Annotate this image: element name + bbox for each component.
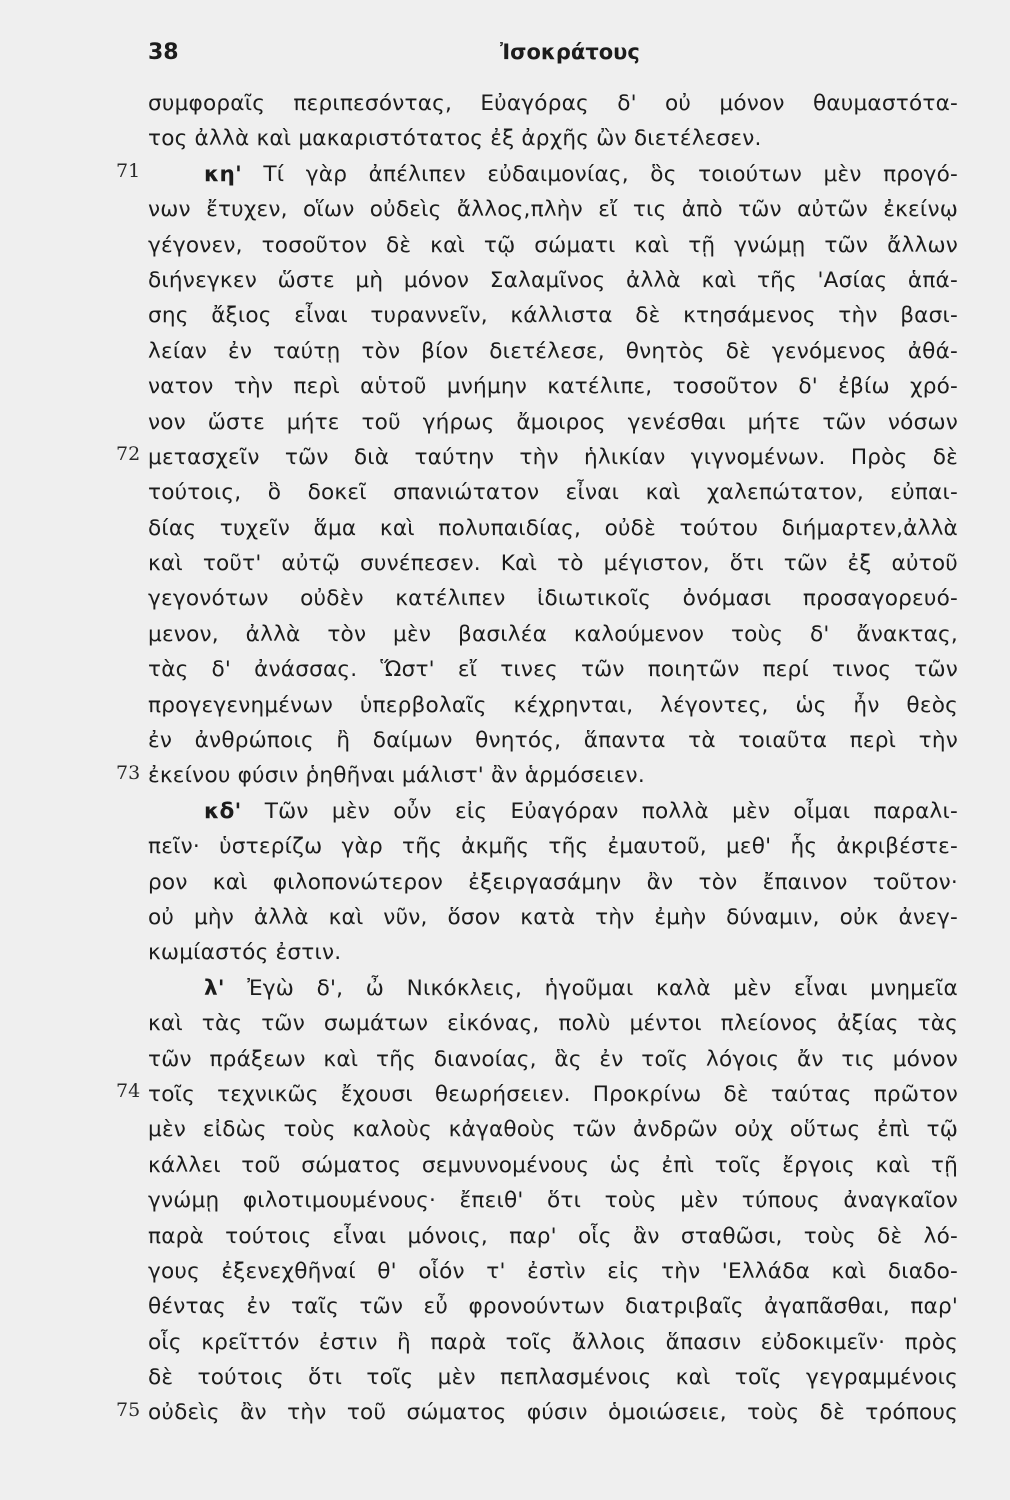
text-line [148,157,958,192]
text-line: οὐ μὴν ἀλλὰ καὶ νῦν, ὅσον κατὰ τὴν ἐμὴν δύναμιν, οὐκ ἀνεγ- [148,904,958,930]
text-line [148,794,958,829]
text-line: γέγονεν, τοσοῦτον δὲ καὶ τῷ σώματι καὶ τῇ γνώμῃ τῶν ἄλλων [148,232,958,258]
margin-number-74: 74 [116,1080,141,1102]
margin-number-73: 73 [116,762,141,784]
text-line: ἐν ἀνθρώποις ἢ δαίμων θνητός, ἅπαντα τὰ τοιαῦτα περὶ τὴν [148,728,958,754]
text-line: τος ἀλλὰ καὶ μακαριστότατος ἐξ ἀρχῆς ὢν διετέλεσεν. [148,126,762,152]
text-line: μετασχεῖν τῶν διὰ ταύτην τὴν ἡλικίαν γιγνομένων. Πρὸς δὲ [148,444,958,470]
text-line: τοῖς τεχνικῶς ἔχουσι θεωρήσειεν. Προκρίνω δὲ ταύτας πρῶτον [148,1081,958,1107]
text-line-content: Τί γὰρ ἀπέλιπεν εὐδαιμονίας, ὃς τοιούτων μὲν προγό- [263,161,958,187]
text-line: ἐκείνου φύσιν ῥηθῆναι μάλιστ' ἂν ἁρμόσειεν. [148,763,645,789]
text-line: καὶ τὰς τῶν σωμάτων εἰκόνας, πολὺ μέντοι πλείονος ἀξίας τὰς [148,1011,958,1037]
text-line: καὶ τοῦτ' αὐτῷ συνέπεσεν. Καὶ τὸ μέγιστον, ὅτι τῶν ἐξ αὐτοῦ [148,551,958,577]
text-line [148,971,958,1006]
body-text [148,86,958,1431]
margin-number-72: 72 [116,443,141,465]
text-line: τῶν πράξεων καὶ τῆς διανοίας, ἃς ἐν τοῖς λόγοις ἄν τις μόνον [148,1046,958,1072]
text-line: δὲ τούτοις ὅτι τοῖς μὲν πεπλασμένοις καὶ τοῖς γεγραμμένοις [148,1365,958,1391]
text-line: νατον τὴν περὶ αὑτοῦ μνήμην κατέλιπε, τοσοῦτον δ' ἐβίω χρό- [148,374,958,400]
section-marker-l: λ' [204,975,225,1001]
text-line: νων ἔτυχεν, οἵων οὐδεὶς ἄλλος,πλὴν εἴ τις ἀπὸ τῶν αὐτῶν ἐκείνῳ [148,197,958,223]
section-marker-kh: κη' [204,161,242,187]
text-line: λείαν ἐν ταύτῃ τὸν βίον διετέλεσε, θνητὸς δὲ γενόμενος ἀθά- [148,338,958,364]
section-marker-kd: κδ' [204,798,242,824]
text-line: συμφοραῖς περιπεσόντας, Εὐαγόρας δ' οὐ μόνον θαυμαστότα- [148,91,958,116]
text-line: γους ἐξενεχθῆναί θ' οἷόν τ' ἐστὶν εἰς τὴν 'Ελλάδα καὶ διαδο- [148,1258,958,1284]
margin-number-75: 75 [116,1399,141,1421]
text-line: κωμίαστός ἐστιν. [148,940,342,966]
text-line: τούτοις, ὃ δοκεῖ σπανιώτατον εἶναι καὶ χαλεπώτατον, εὐπαι- [148,480,958,506]
text-line: μενον, ἀλλὰ τὸν μὲν βασιλέα καλούμενον τοὺς δ' ἄνακτας, [148,621,958,647]
text-line: πεῖν· ὑστερίζω γὰρ τῆς ἀκμῆς τῆς ἐμαυτοῦ, μεθ' ἧς ἀκριβέστε- [148,834,958,860]
text-line: γνώμῃ φιλοτιμουμένους· ἔπειθ' ὅτι τοὺς μὲν τύπους ἀναγκαῖον [148,1188,958,1214]
running-title: Ἰσοκράτους [500,40,640,64]
text-line: παρὰ τούτοις εἶναι μόνοις, παρ' οἷς ἂν σταθῶσι, τοὺς δὲ λό- [148,1223,958,1249]
text-line: τὰς δ' ἀνάσσας. Ὥστ' εἴ τινες τῶν ποιητῶν περί τινος τῶν [148,657,958,683]
text-line: κάλλει τοῦ σώματος σεμνυνομένους ὡς ἐπὶ τοῖς ἔργοις καὶ τῇ [148,1152,958,1178]
text-line: μὲν εἰδὼς τοὺς καλοὺς κἀγαθοὺς τῶν ἀνδρῶν οὐχ οὕτως ἐπὶ τῷ [148,1117,958,1143]
page-number: 38 [148,40,179,65]
text-line: δίας τυχεῖν ἅμα καὶ πολυπαιδίας, οὐδὲ τούτου διήμαρτεν,ἀλλὰ [148,515,958,541]
text-line: οἷς κρεῖττόν ἐστιν ἢ παρὰ τοῖς ἄλλοις ἅπασιν εὐδοκιμεῖν· πρὸς [148,1329,958,1355]
text-line-content: Τῶν μὲν οὖν εἰς Εὐαγόραν πολλὰ μὲν οἶμαι παραλι- [264,798,958,824]
text-line: προγεγενημένων ὑπερβολαῖς κέχρηνται, λέγοντες, ὡς ἦν θεὸς [148,692,958,718]
text-line: σης ἄξιος εἶναι τυραννεῖν, κάλλιστα δὲ κτησάμενος τὴν βασι- [148,303,958,329]
text-line: θέντας ἐν ταῖς τῶν εὖ φρονούντων διατριβαῖς ἀγαπᾶσθαι, παρ' [148,1294,958,1320]
text-line: νον ὥστε μήτε τοῦ γήρως ἄμοιρος γενέσθαι μήτε τῶν νόσων [148,409,958,435]
text-line: οὐδεὶς ἂν τὴν τοῦ σώματος φύσιν ὁμοιώσειε, τοὺς δὲ τρόπους [148,1400,958,1426]
margin-number-71: 71 [116,160,141,182]
text-line-content: Ἐγὼ δ', ὦ Νικόκλεις, ἡγοῦμαι καλὰ μὲν εἶναι μνημεῖα [247,975,958,1001]
text-line: διήνεγκεν ὥστε μὴ μόνον Σαλαμῖνος ἀλλὰ καὶ τῆς 'Ασίας ἁπά- [148,267,958,293]
text-line: γεγονότων οὐδὲν κατέλιπεν ἰδιωτικοῖς ὀνόμασι προσαγορευό- [148,586,958,612]
text-line: ρον καὶ φιλοπονώτερον ἐξειργασάμην ἂν τὸν ἔπαινον τοῦτον· [148,869,958,895]
